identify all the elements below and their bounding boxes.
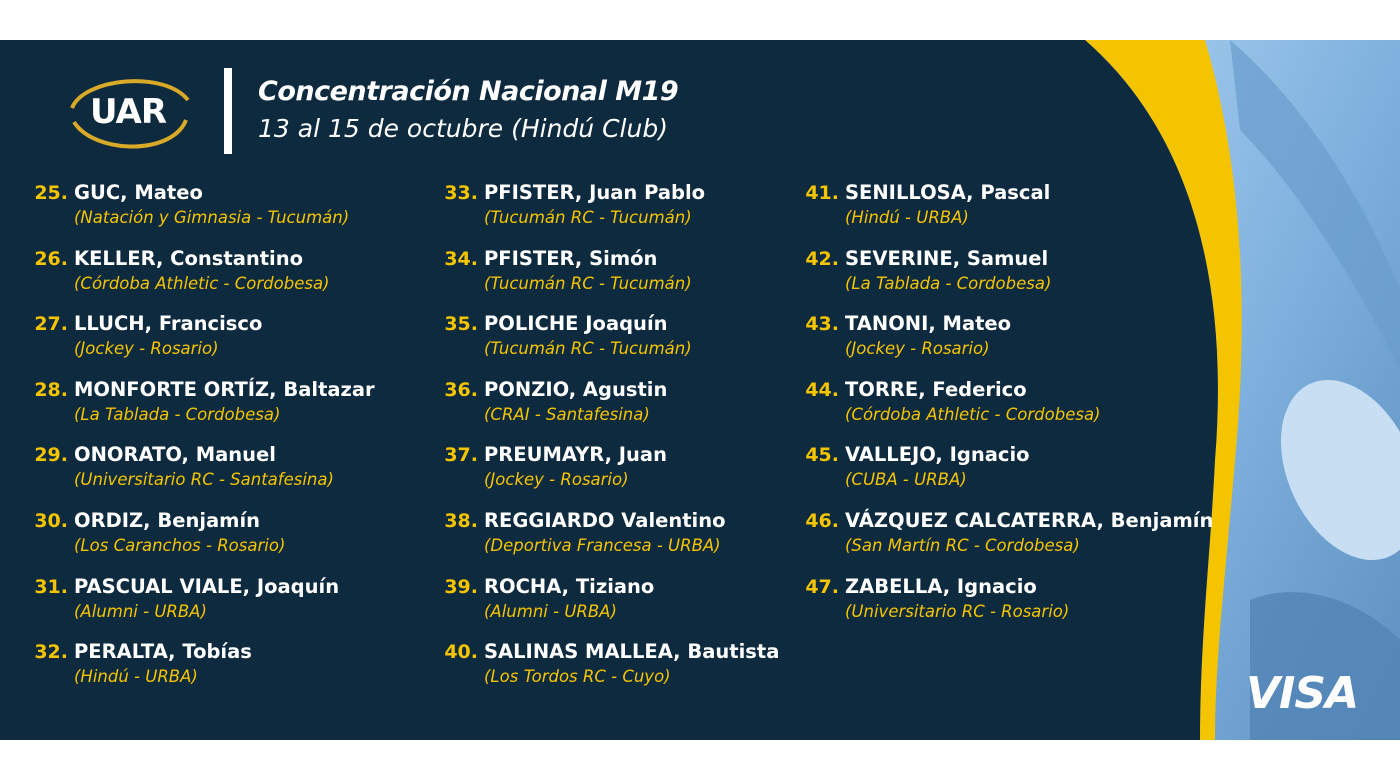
- player-number: 25.: [34, 182, 68, 204]
- player-name: ROCHA, Tiziano: [484, 574, 655, 598]
- player-number: 43.: [805, 313, 839, 336]
- player-entry: [444, 508, 904, 558]
- player-entry: [34, 574, 494, 624]
- player-club: (Natación y Gimnasia - Tucumán): [74, 208, 350, 227]
- player-club: (Hindú - URBA): [845, 208, 969, 227]
- player-number: 39.: [444, 575, 478, 598]
- player-name: TORRE, Federico: [845, 377, 1027, 401]
- player-entry: [444, 246, 904, 296]
- player-name: MONFORTE ORTÍZ, Baltazar: [74, 377, 375, 401]
- player-entry: [34, 508, 494, 558]
- player-name: TANONI, Mateo: [845, 312, 1012, 336]
- player-entry: [805, 574, 1265, 624]
- player-name: SEVERINE, Samuel: [845, 246, 1049, 270]
- player-club: (Deportiva Francesa - URBA): [484, 536, 721, 555]
- player-number: 29.: [34, 444, 68, 467]
- player-entry: [805, 311, 1265, 361]
- player-entry: [34, 246, 494, 296]
- player-entry: [805, 508, 1265, 558]
- player-name: REGGIARDO Valentino: [484, 509, 726, 532]
- player-name: PERALTA, Tobías: [74, 640, 252, 664]
- player-club: (Universitario RC - Santafesina): [74, 470, 334, 490]
- player-club: (Córdoba Athletic - Cordobesa): [845, 404, 1101, 424]
- player-name: ONORATO, Manuel: [74, 443, 276, 467]
- player-entry: [34, 311, 494, 361]
- logo-text: UAR: [89, 92, 167, 132]
- player-club: (CUBA - URBA): [845, 470, 967, 490]
- player-entry: [805, 442, 1265, 492]
- player-number: 27.: [34, 313, 68, 336]
- player-name: PFISTER, Juan Pablo: [484, 181, 706, 204]
- player-club: (Universitario RC - Rosario): [845, 601, 1070, 621]
- player-number: 33.: [444, 182, 478, 204]
- player-entry: [805, 377, 1265, 427]
- player-entry: [444, 377, 904, 427]
- player-name: PREUMAYR, Juan: [484, 443, 667, 467]
- player-club: (Jockey - Rosario): [845, 339, 990, 359]
- player-club: (San Martín RC - Cordobesa): [845, 536, 1080, 555]
- player-name: POLICHE Joaquín: [484, 312, 668, 336]
- player-number: 38.: [444, 510, 478, 532]
- player-club: (La Tablada - Cordobesa): [845, 273, 1052, 293]
- uar-logo: [64, 70, 192, 154]
- player-name: GUC, Mateo: [74, 181, 203, 204]
- page-title: Concentración Nacional M19: [258, 76, 679, 107]
- player-name: VÁZQUEZ CALCATERRA, Benjamín: [845, 509, 1214, 532]
- player-club: (Alumni - URBA): [484, 601, 617, 621]
- player-number: 42.: [805, 247, 839, 270]
- player-number: 36.: [444, 378, 478, 401]
- player-club: (Tucumán RC - Tucumán): [484, 273, 692, 293]
- player-entry: [34, 442, 494, 492]
- player-entry: [444, 442, 904, 492]
- player-club: (Los Caranchos - Rosario): [74, 536, 286, 555]
- player-club: (CRAI - Santafesina): [484, 404, 650, 424]
- player-club: (Los Tordos RC - Cuyo): [484, 667, 671, 687]
- player-number: 47.: [805, 575, 839, 598]
- player-entry: [444, 180, 904, 230]
- player-number: 34.: [444, 247, 478, 270]
- player-name: SENILLOSA, Pascal: [845, 181, 1051, 204]
- player-entry: [34, 180, 494, 230]
- player-name: ORDIZ, Benjamín: [74, 509, 261, 532]
- player-number: 30.: [34, 510, 68, 532]
- player-name: PASCUAL VIALE, Joaquín: [74, 574, 340, 598]
- player-entry: [34, 639, 494, 689]
- player-entry: [444, 311, 904, 361]
- player-number: 28.: [34, 378, 68, 401]
- player-entry: [444, 574, 904, 624]
- player-name: PFISTER, Simón: [484, 246, 658, 270]
- player-number: 44.: [805, 378, 839, 401]
- header-divider: [224, 68, 232, 154]
- player-club: (Hindú - URBA): [74, 667, 198, 687]
- player-number: 41.: [805, 182, 839, 204]
- visa-logo: VISA: [1246, 668, 1359, 719]
- player-number: 31.: [34, 575, 68, 598]
- player-entry: [805, 246, 1265, 296]
- player-number: 46.: [805, 510, 839, 532]
- player-name: ZABELLA, Ignacio: [845, 574, 1037, 598]
- player-club: (Tucumán RC - Tucumán): [484, 339, 692, 359]
- roster-banner: [0, 40, 1400, 740]
- player-club: (Alumni - URBA): [74, 601, 207, 621]
- player-club: (Córdoba Athletic - Cordobesa): [74, 273, 330, 293]
- player-name: SALINAS MALLEA, Bautista: [484, 640, 780, 664]
- player-name: VALLEJO, Ignacio: [845, 443, 1030, 467]
- player-number: 26.: [34, 247, 68, 270]
- player-name: PONZIO, Agustin: [484, 377, 668, 401]
- player-name: KELLER, Constantino: [74, 246, 304, 270]
- page-subtitle: 13 al 15 de octubre (Hindú Club): [258, 114, 668, 143]
- player-club: (Jockey - Rosario): [484, 470, 629, 490]
- player-club: (La Tablada - Cordobesa): [74, 404, 281, 424]
- player-number: 45.: [805, 444, 839, 467]
- player-name: LLUCH, Francisco: [74, 312, 263, 336]
- player-entry: [34, 377, 494, 427]
- player-number: 35.: [444, 313, 478, 336]
- player-number: 32.: [34, 641, 68, 664]
- player-club: (Jockey - Rosario): [74, 339, 219, 359]
- player-entry: [444, 639, 904, 689]
- player-number: 37.: [444, 444, 478, 467]
- player-club: (Tucumán RC - Tucumán): [484, 208, 692, 227]
- player-number: 40.: [444, 641, 478, 664]
- player-entry: [805, 180, 1265, 230]
